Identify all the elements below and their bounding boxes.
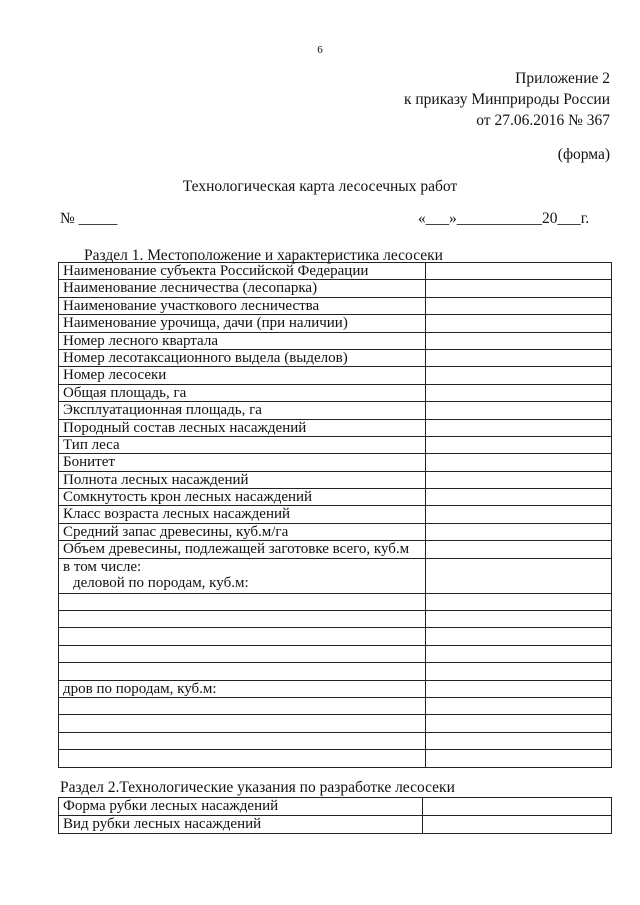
table-row	[59, 263, 612, 280]
row-label: Наименование субъекта Российской Федерации	[59, 263, 426, 280]
table-row	[59, 332, 612, 349]
table-row	[59, 680, 612, 697]
row-label: Средний запас древесины, куб.м/га	[59, 523, 426, 540]
row-label: Общая площадь, га	[59, 384, 426, 401]
card-date-field: «___»___________20___г.	[418, 210, 590, 227]
table-row	[59, 454, 612, 471]
page-number: 6	[317, 44, 323, 56]
table-row	[59, 419, 612, 436]
row-label: Номер лесного квартала	[59, 332, 426, 349]
blank-cell	[59, 645, 426, 662]
row-label: Бонитет	[59, 454, 426, 471]
value-cell	[426, 697, 612, 714]
value-cell	[426, 263, 612, 280]
value-cell	[426, 349, 612, 366]
table-row	[59, 663, 612, 680]
value-cell	[426, 558, 612, 593]
table-row	[59, 645, 612, 662]
table-row	[59, 523, 612, 540]
document-title: Технологическая карта лесосечных работ	[182, 178, 458, 195]
value-cell	[426, 593, 612, 610]
value-cell	[426, 750, 612, 767]
incl-cell	[59, 558, 426, 593]
blank-cell	[59, 663, 426, 680]
table-row	[59, 558, 612, 593]
value-cell	[426, 384, 612, 401]
table-row	[59, 471, 612, 488]
value-cell	[426, 471, 612, 488]
blank-cell	[59, 732, 426, 749]
value-cell	[426, 297, 612, 314]
value-cell	[426, 628, 612, 645]
section1-title: Раздел 1. Местоположение и характеристика лесосеки	[84, 247, 443, 264]
row-label: Наименование лесничества (лесопарка)	[59, 280, 426, 297]
business-wood-label: деловой по породам, куб.м:	[73, 574, 249, 591]
value-cell	[426, 280, 612, 297]
table-row	[59, 367, 612, 384]
order-reference: к приказу Минприроды России	[403, 91, 610, 108]
value-cell	[423, 798, 612, 816]
table-row	[59, 297, 612, 314]
row-label: Номер лесотаксационного выдела (выделов)	[59, 349, 426, 366]
incl-label: в том числе:	[63, 558, 142, 575]
value-cell	[426, 506, 612, 523]
table-row	[59, 750, 612, 767]
value-cell	[426, 367, 612, 384]
value-cell	[426, 663, 612, 680]
value-cell	[426, 541, 612, 558]
card-number-field: № _____	[60, 210, 118, 227]
table-row	[59, 816, 612, 834]
section2-title: Раздел 2.Технологические указания по разработке лесосеки	[60, 779, 455, 796]
row-label: Класс возраста лесных насаждений	[59, 506, 426, 523]
row-label: Полнота лесных насаждений	[59, 471, 426, 488]
blank-cell	[59, 628, 426, 645]
row-label: Породный состав лесных насаждений	[59, 419, 426, 436]
table-row	[59, 436, 612, 453]
row-label: Сомкнутость крон лесных насаждений	[59, 489, 426, 506]
table-row	[59, 349, 612, 366]
value-cell	[426, 523, 612, 540]
table-row	[59, 697, 612, 714]
row-label: Тип леса	[59, 436, 426, 453]
table-row	[59, 628, 612, 645]
row-label: Вид рубки лесных насаждений	[59, 816, 423, 834]
value-cell	[426, 315, 612, 332]
firewood-label: дров по породам, куб.м:	[59, 680, 426, 697]
table-row	[59, 798, 612, 816]
value-cell	[426, 645, 612, 662]
row-label: Наименование урочища, дачи (при наличии)	[59, 315, 426, 332]
table-row	[59, 402, 612, 419]
table-row	[59, 732, 612, 749]
table-row	[59, 541, 612, 558]
blank-cell	[59, 697, 426, 714]
table-row	[59, 593, 612, 610]
appendix-label: Приложение 2	[515, 70, 610, 87]
table-row	[59, 489, 612, 506]
blank-cell	[59, 750, 426, 767]
table-row	[59, 315, 612, 332]
row-label: Объем древесины, подлежащей заготовке всего, куб.м	[59, 541, 426, 558]
table-row	[59, 506, 612, 523]
row-label: Наименование участкового лесничества	[59, 297, 426, 314]
section1-table	[58, 262, 612, 768]
form-label: (форма)	[557, 146, 610, 163]
blank-cell	[59, 593, 426, 610]
section2-table	[58, 797, 612, 834]
value-cell	[426, 454, 612, 471]
value-cell	[426, 332, 612, 349]
row-label: Форма рубки лесных насаждений	[59, 798, 423, 816]
value-cell	[426, 680, 612, 697]
blank-cell	[59, 611, 426, 628]
value-cell	[426, 611, 612, 628]
row-label: Эксплуатационная площадь, га	[59, 402, 426, 419]
row-label: Номер лесосеки	[59, 367, 426, 384]
value-cell	[426, 402, 612, 419]
order-date: от 27.06.2016 № 367	[476, 112, 610, 129]
value-cell	[426, 732, 612, 749]
table-row	[59, 611, 612, 628]
value-cell	[426, 489, 612, 506]
blank-cell	[59, 715, 426, 732]
value-cell	[426, 436, 612, 453]
value-cell	[426, 419, 612, 436]
table-row	[59, 384, 612, 401]
table-row	[59, 715, 612, 732]
value-cell	[426, 715, 612, 732]
value-cell	[423, 816, 612, 834]
table-row	[59, 280, 612, 297]
